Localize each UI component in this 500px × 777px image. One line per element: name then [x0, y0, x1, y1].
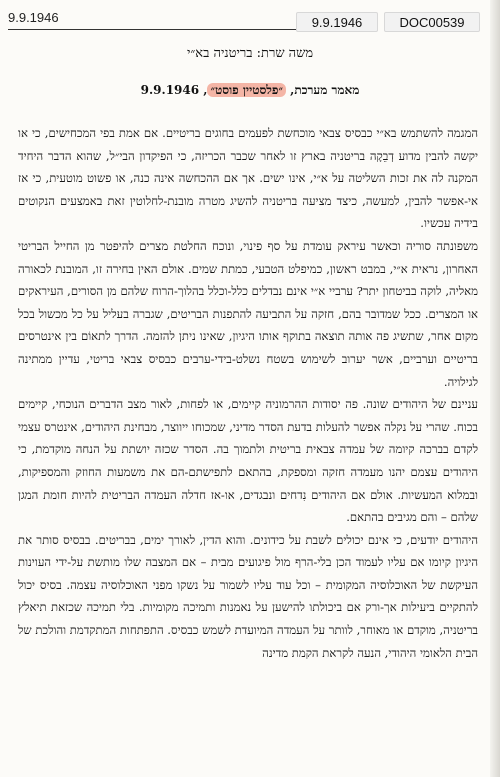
document-id-stamp: DOC00539	[384, 12, 480, 32]
source-prefix: מאמר מערכת,	[286, 83, 360, 97]
page-edge-shadow	[490, 0, 500, 777]
newspaper-name-highlight: ״פלסטיין פוסט״	[207, 83, 286, 97]
paragraph: משפונתה סוריה וכאשר עיראק עומדת על סף פינוי, ונוכח החלטת מצרים להיפטר מן החייל הבריטי האחרון, נראית א״י, במבט ראשון, כמיפלט הטבעי, כמתת שמים. אולם האין בחירה זו, המובנת לכאורה מאליה, לוקה בביטחון יתר? ערביי א״י אינם נבדלים כלל-וכלל בהלוך-הרוח שלהם מן הסורים, העיראקים או המצרים. ככל שמדובר בהם, חזקה על התביעה להתפנות הבריטים, שגברה בעליל על כל מכשול בכל מקום אחר, שתשיג פה אותה תוצאה בתוקף אותו היגיון, שאינו ניתן להזמה. הדרך לתאוֹם בין אינטרסים בריטיים וערביים, אשר יערוב לשימוש בשטח נשלט-בידי-ערבים כבסיס צבאי בריטי, עדיין ממתינה לגילויה.	[18, 238, 478, 389]
paragraph: היהודים יודעים, כי אינם יכולים לשבת על כידונים. והוא הדין, לאורך ימים, בבריטים. בבסיס סותר את היגיון קיומו אם עליו לעמוד הכן בלי-הרף מול פיגועים מבית – אם המצבה שלו מותשת על-ידי העוינות העיקשת של האוכלוסיה המקומית – וכל עוד עליו לשמור על נשקו מפני האוכלוסיה עצמה. בסיס יכול להתקיים ביעילות אך-ורק אם ביכולתו להישען על נאמנות ותמיכה מקומיות. בלי תמיכה שכזאת תיאלץ בריטניה, מוקדם או מאוחר, לוותר על העמדה המיועדת לשמש כבסיס. התפתחות המתקדמת והולכת של הבית הלאומי היהודי, הנעה לקראת הקמת מדינה	[18, 532, 478, 660]
document-source-line	[0, 83, 500, 98]
paragraph: עניינם של היהודים שונה. פה יסודות ההרמוניה קיימים, או לפחות, לאור מצב הדברים הנוכחי, קיימים בכוח. שהרי על נקלה אפשר להעלות בדעת הסדר מדיני, שמכוחו ייווצר, מבחינת היהודים, אינטרס עצמי לקדם בברכה קיומה של עמדה צבאית בריטית ולתמוך בה. הסדר שכזה יושתת על הנחה מוקדמת, כי היהודים עצמם יהנו מעמדה חזקה ומספקת, בהתאם לתפישתם-הם את משמעות החוזק והמספיקות, ובמלוא המעשיות. אולם אם היהודים נִדחים ונבגדים, או-אז חדלה העמדה הבריטית להיות חומת המגן שלהם – והם מגיבים בהתאם.	[18, 397, 478, 525]
top-rule-divider	[8, 29, 300, 30]
top-left-date: 9.9.1946	[8, 10, 59, 25]
date-stamp: 9.9.1946	[296, 12, 378, 32]
paragraph: המגמה להשתמש בא״י כבסיס צבאי מוכחשת לפעמים בחוגים בריטיים. אם אמת בפי המכחישים, כי או יקשה להבין מדוע דְבֵקָה בריטניה בארץ זו לאחר שכבר הכריזה, כי הפיקדון הבי״ל, שהוא הדבר היחיד המקנה לה את זכות השליטה על א״י, אינו ישים. אך אם ההכחשה אינה כנה, או פשוט מוטעית, כי אז אי-אפשר להבין, למעשה, כיצד מציעה בריטניה להשיג מטרה מובנת-לחלוטין זאת באמצעים הנקוטים בידיה עכשיו.	[18, 126, 478, 231]
article-body	[18, 122, 478, 664]
source-date: , 9.9.1946	[140, 83, 208, 97]
document-title: משה שרת: בריטניה בא״י	[186, 46, 314, 61]
